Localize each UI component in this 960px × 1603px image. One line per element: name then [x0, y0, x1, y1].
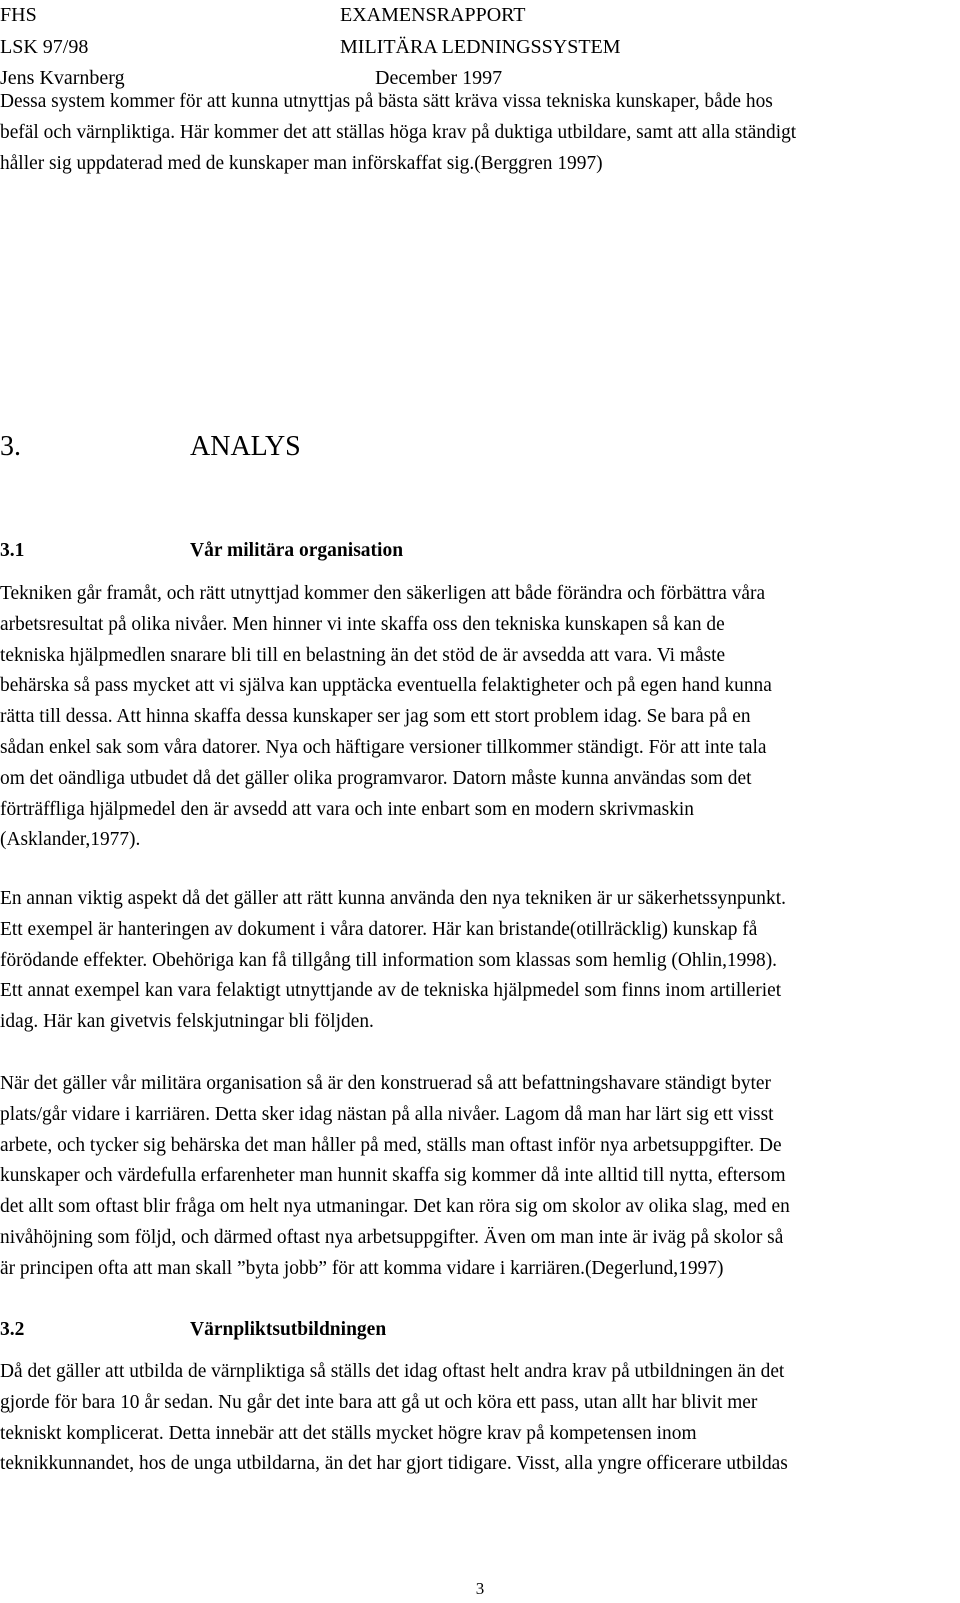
text-line: det allt som oftast blir fråga om helt nya utmaningar. Det kan röra sig om skolor av olika slag, med en — [0, 1196, 790, 1218]
page-number: 3 — [475, 1579, 485, 1598]
text-line: (Asklander,1977). — [0, 829, 141, 851]
page-header — [0, 0, 960, 95]
section-3-1-paragraph-1 — [0, 579, 960, 856]
header-report-type: EXAMENSRAPPORT — [340, 4, 526, 26]
section-title: Värnpliktsutbildningen — [190, 1319, 387, 1340]
text-line: förträffliga hjälpmedel den är avsedd att vara och inte enbart som en modern skrivmaskin — [0, 798, 694, 820]
text-line: är principen ofta att man skall ”byta jobb” för att komma vidare i karriären.(Degerlund,1997) — [0, 1257, 724, 1279]
text-line: Dessa system kommer för att kunna utnyttjas på bästa sätt kräva vissa tekniska kunskaper, både hos — [0, 91, 773, 112]
text-line: håller sig uppdaterad med de kunskaper man införskaffat sig.(Berggren 1997) — [0, 152, 603, 174]
text-line: arbete, och tycker sig behärska det man håller på med, ställs man oftast inför nya arbetsuppgifter. De — [0, 1134, 782, 1156]
section-number: 3.1 — [0, 540, 25, 561]
text-line: En annan viktig aspekt då det gäller att rätt kunna använda den nya tekniken är ur säkerhetssynpunkt. — [0, 888, 786, 909]
text-line: plats/går vidare i karriären. Detta sker idag nästan på alla nivåer. Lagom då man har lärt sig ett visst — [0, 1103, 774, 1125]
text-line: gjorde för bara 10 år sedan. Nu går det inte bara att gå ut och köra ett pass, utan allt har blivit mer — [0, 1391, 758, 1413]
text-line: befäl och värnpliktiga. Här kommer det att ställas höga krav på duktiga utbildare, samt att alla ständigt — [0, 121, 797, 143]
text-line: om det oändliga utbudet då det gäller olika programvaror. Datorn måste kunna användas som det — [0, 767, 752, 789]
text-line: arbetsresultat på olika nivåer. Men hinner vi inte skaffa oss den tekniska kunskapen så kan de — [0, 613, 725, 635]
header-school: FHS — [0, 4, 37, 26]
header-row-school — [0, 0, 960, 32]
chapter-title: ANALYS — [190, 431, 301, 462]
text-line: tekniska hjälpmedlen snarare bli till en belastning än det stöd de är avsedda att vara. Vi måste — [0, 644, 726, 666]
chapter-number: 3. — [0, 431, 21, 462]
text-line: Tekniken går framåt, och rätt utnyttjad kommer den säkerligen att både förändra och förbättra våra — [0, 583, 766, 604]
text-line: sådan enkel sak som våra datorer. Nya och häftigare versioner tillkommer ständigt. För att inte tala — [0, 736, 767, 758]
header-course: LSK 97/98 — [0, 35, 89, 58]
header-date: December 1997 — [375, 67, 503, 89]
text-line: idag. Här kan givetvis felskjutningar bli följden. — [0, 1011, 374, 1033]
text-line: Ett exempel är hanteringen av dokument i våra datorer. Här kan bristande(otillräcklig) kunskap få — [0, 918, 758, 940]
header-author: Jens Kvarnberg — [0, 67, 125, 89]
text-line: När det gäller vår militära organisation så är den konstruerad så att befattningshavare ständigt byter — [0, 1073, 772, 1094]
text-line: tekniskt komplicerat. Detta innebär att det ställs mycket högre krav på kompetensen inom — [0, 1422, 697, 1444]
section-3-1-paragraph-2 — [0, 884, 960, 1038]
header-row-course — [0, 32, 960, 64]
text-line: teknikkunnandet, hos de unga utbildarna, än det har gjort tidigare. Visst, alla yngre officerare utbildas — [0, 1453, 788, 1475]
section-3-2-paragraph-1 — [0, 1357, 960, 1480]
section-number: 3.2 — [0, 1319, 25, 1340]
text-line: nivåhöjning som följd, och därmed oftast nya arbetsuppgifter. Även om man inte är iväg på skolor så — [0, 1226, 784, 1248]
text-line: Då det gäller att utbilda de värnpliktiga så ställs det idag oftast helt andra krav på utbildningen än det — [0, 1361, 785, 1382]
text-line: kunskaper och värdefulla erfarenheter man hunnit skaffa sig kommer då inte alltid till nytta, eftersom — [0, 1165, 786, 1187]
header-subject: MILITÄRA LEDNINGSSYSTEM — [340, 35, 621, 58]
text-line: Ett annat exempel kan vara felaktigt utnyttjande av de tekniska hjälpmedel som finns inom artilleriet — [0, 980, 782, 1002]
text-line: rätta till dessa. Att hinna skaffa dessa kunskaper ser jag som ett stort problem idag. Se bara på en — [0, 706, 751, 728]
text-line: behärska så pass mycket att vi själva kan upptäcka eventuella felaktigheter och på egen hand kunna — [0, 675, 772, 697]
intro-paragraph — [0, 87, 960, 179]
section-3-1-paragraph-3 — [0, 1069, 960, 1285]
section-title: Vår militära organisation — [190, 540, 404, 561]
text-line: förödande effekter. Obehöriga kan få tillgång till information som klassas som hemlig (Ohlin,1998). — [0, 949, 778, 971]
